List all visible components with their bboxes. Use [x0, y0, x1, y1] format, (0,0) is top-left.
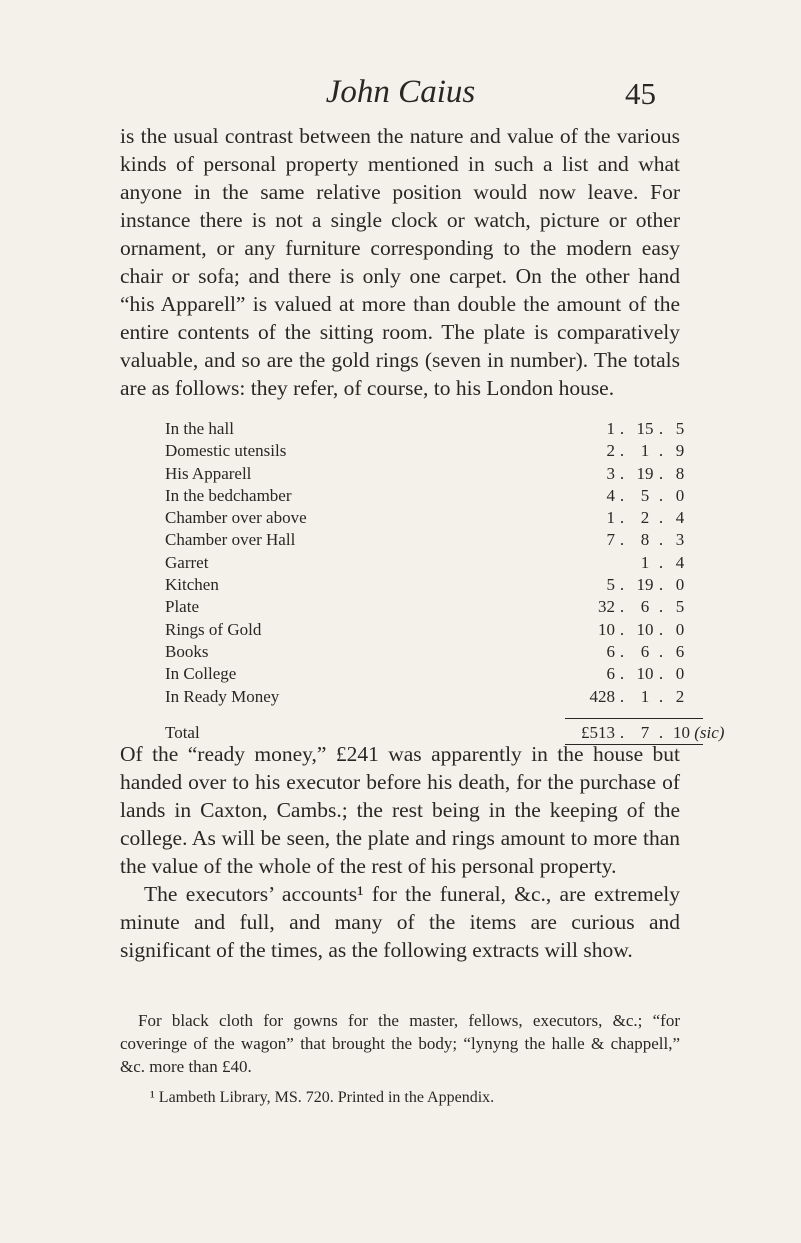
- total-sep-1: .: [619, 723, 625, 742]
- sum-rule: [565, 718, 703, 719]
- item-label: In Ready Money: [165, 686, 280, 706]
- sep: .: [619, 619, 625, 639]
- sep: .: [619, 575, 625, 595]
- table-row: [165, 485, 725, 507]
- total-pounds: £513: [581, 723, 615, 742]
- table-row: [165, 552, 725, 574]
- table-row: [165, 507, 725, 529]
- sep: .: [658, 641, 664, 661]
- sic-note: (sic): [694, 723, 725, 742]
- sep: .: [619, 463, 625, 483]
- pence: 4: [675, 508, 685, 528]
- sep: .: [658, 686, 664, 706]
- table-row: [165, 463, 725, 485]
- pence: 0: [675, 485, 685, 505]
- item-label: Chamber over above: [165, 508, 307, 528]
- item-label: Chamber over Hall: [165, 530, 296, 550]
- item-label: In the hall: [165, 419, 234, 438]
- sep: .: [658, 552, 664, 572]
- table-row: [165, 529, 725, 551]
- shillings: 1: [640, 441, 650, 461]
- shillings: 5: [640, 485, 650, 505]
- pounds: 428: [589, 686, 615, 706]
- pounds: 2: [606, 441, 615, 461]
- total-label: Total: [165, 723, 200, 742]
- total-shillings: 7: [640, 723, 650, 742]
- item-label: Books: [165, 641, 209, 661]
- shillings: 1: [640, 686, 650, 706]
- pence: 6: [675, 641, 685, 661]
- pounds: 32: [598, 597, 615, 617]
- footnote: ¹ Lambeth Library, MS. 720. Printed in the Appendix.: [150, 1089, 495, 1106]
- pence: 3: [675, 530, 685, 550]
- item-label: Domestic utensils: [165, 441, 287, 461]
- inventory-table: [165, 418, 725, 708]
- shillings: 10: [636, 664, 654, 684]
- sep: .: [658, 619, 664, 639]
- shillings: 19: [636, 575, 654, 595]
- shillings: 19: [636, 463, 654, 483]
- table-row: [165, 574, 725, 596]
- extract-quote: For black cloth for gowns for the master, fellows, executors, &c.; “for coveringe of the wagon” that brought the body; “lynyng the halle & chappell,” &c. more than £40.: [120, 1011, 680, 1076]
- shillings: 15: [636, 419, 654, 438]
- sep: .: [658, 664, 664, 684]
- pence: 8: [675, 463, 685, 483]
- total-pence: 10 (sic): [673, 723, 725, 742]
- sep: .: [619, 485, 625, 505]
- paragraph-text: Of the “ready money,” £241 was apparently in the house but handed over to his executor before his death, for the purchase of lands in Caxton, Cambs.; the rest being in the keeping of the college. As will be seen, the plate and rings amount to more than the value of the whole of the rest of his personal property.: [120, 742, 680, 878]
- shillings: 6: [640, 597, 650, 617]
- pence: 0: [675, 575, 685, 595]
- pounds: 1: [606, 508, 615, 528]
- sep: .: [619, 597, 625, 617]
- sep: .: [619, 641, 625, 661]
- body-paragraph-1: [120, 122, 680, 402]
- sep: .: [658, 575, 664, 595]
- sep: .: [619, 664, 625, 684]
- table-row: [165, 596, 725, 618]
- sep: .: [658, 597, 664, 617]
- sep: .: [658, 441, 664, 461]
- pence: 0: [675, 664, 685, 684]
- pounds: 4: [606, 485, 615, 505]
- sep: .: [658, 485, 664, 505]
- table-row: [165, 440, 725, 462]
- sep: .: [658, 530, 664, 550]
- shillings: 1: [640, 552, 650, 572]
- table-row: [165, 663, 725, 685]
- pence: 4: [675, 552, 685, 572]
- table-row: [165, 418, 725, 440]
- shillings: 10: [636, 619, 654, 639]
- item-label: Rings of Gold: [165, 619, 262, 639]
- table-row: [165, 619, 725, 641]
- pence: 2: [675, 686, 685, 706]
- shillings: 2: [640, 508, 650, 528]
- shillings: 6: [640, 641, 650, 661]
- sep: .: [619, 441, 625, 461]
- pounds: 6: [606, 664, 615, 684]
- running-head: John Caius: [325, 74, 476, 110]
- item-label: Garret: [165, 552, 209, 572]
- item-label: In the bedchamber: [165, 485, 292, 505]
- table-row: [165, 641, 725, 663]
- pounds: 7: [606, 530, 615, 550]
- pence: 5: [675, 597, 685, 617]
- sep: .: [658, 419, 664, 438]
- sep: .: [658, 508, 664, 528]
- paragraph-text: is the usual contrast between the nature and value of the various kinds of personal property mentioned in such a list and what anyone in the same relative position would now leave. For instance there is not a single clock or watch, picture or other ornament, or any furniture corresponding to the modern easy chair or sofa; and there is only one carpet. On the other hand “his Apparell” is valued at more than double the amount of the entire contents of the sitting room. The plate is comparatively valuable, and so are the gold rings (seven in number). The totals are as follows: they refer, of course, to his London house.: [120, 124, 680, 400]
- shillings: 8: [640, 530, 650, 550]
- pounds: 6: [606, 641, 615, 661]
- pounds: 10: [598, 619, 615, 639]
- pence: 5: [675, 419, 685, 438]
- sep: .: [619, 686, 625, 706]
- sep: .: [658, 463, 664, 483]
- body-paragraph-2: [120, 740, 680, 964]
- item-label: Plate: [165, 597, 199, 617]
- sep: .: [619, 419, 625, 438]
- paragraph-text: The executors’ accounts¹ for the funeral, &c., are extremely minute and full, and many of the items are curious and significant of the times, as the following extracts will show.: [120, 882, 680, 962]
- pounds: 3: [606, 463, 615, 483]
- sep: .: [619, 508, 625, 528]
- pence: 0: [675, 619, 685, 639]
- page-number: 45: [625, 76, 656, 111]
- pence: 9: [675, 441, 685, 461]
- pounds: 1: [606, 419, 615, 438]
- pounds: 5: [606, 575, 615, 595]
- sep: .: [619, 530, 625, 550]
- item-label: Kitchen: [165, 575, 219, 595]
- table-row: [165, 686, 725, 708]
- item-label: His Apparell: [165, 463, 252, 483]
- total-sep-2: .: [658, 723, 664, 742]
- item-label: In College: [165, 664, 237, 684]
- page-header: [0, 74, 801, 114]
